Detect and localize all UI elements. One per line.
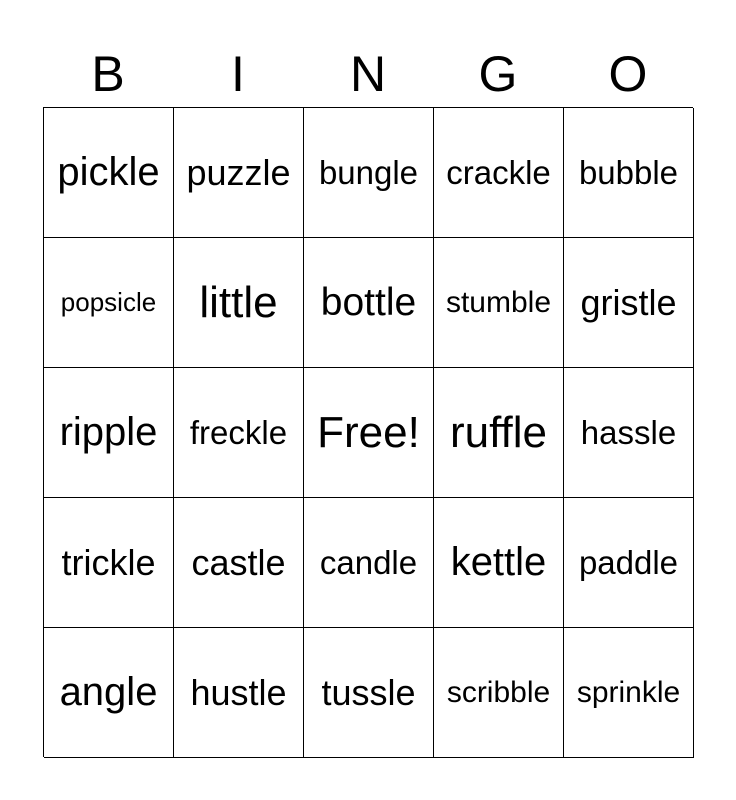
- bingo-cell-r5-c3[interactable]: tussle: [304, 628, 434, 758]
- bingo-cell-r4-c3[interactable]: candle: [304, 498, 434, 628]
- header-letter-n: N: [349, 46, 387, 102]
- bingo-cell-r4-c2[interactable]: castle: [174, 498, 304, 628]
- bingo-cell-r3-c5[interactable]: hassle: [564, 368, 694, 498]
- bingo-cell-r3-c1[interactable]: ripple: [44, 368, 174, 498]
- bingo-cell-r3-c4[interactable]: ruffle: [434, 368, 564, 498]
- bingo-cell-r4-c5[interactable]: paddle: [564, 498, 694, 628]
- bingo-cell-r5-c5[interactable]: sprinkle: [564, 628, 694, 758]
- bingo-cell-r2-c4[interactable]: stumble: [434, 238, 564, 368]
- bingo-cell-r5-c4[interactable]: scribble: [434, 628, 564, 758]
- bingo-cell-r1-c3[interactable]: bungle: [304, 108, 434, 238]
- bingo-cell-r1-c2[interactable]: puzzle: [174, 108, 304, 238]
- bingo-cell-r1-c5[interactable]: bubble: [564, 108, 694, 238]
- bingo-cell-r5-c2[interactable]: hustle: [174, 628, 304, 758]
- header-letter-o: O: [608, 46, 648, 102]
- bingo-cell-r2-c3[interactable]: bottle: [304, 238, 434, 368]
- bingo-board: [43, 107, 693, 757]
- bingo-cell-r2-c5[interactable]: gristle: [564, 238, 694, 368]
- bingo-cell-r4-c1[interactable]: trickle: [44, 498, 174, 628]
- bingo-cell-r1-c4[interactable]: crackle: [434, 108, 564, 238]
- bingo-header: [43, 40, 693, 108]
- bingo-cell-r4-c4[interactable]: kettle: [434, 498, 564, 628]
- header-letter-g: G: [478, 46, 518, 102]
- header-letter-i: I: [231, 46, 245, 102]
- bingo-cell-r2-c1[interactable]: popsicle: [44, 238, 174, 368]
- bingo-cell-r5-c1[interactable]: angle: [44, 628, 174, 758]
- bingo-cell-free-space[interactable]: Free!: [304, 368, 434, 498]
- bingo-cell-r1-c1[interactable]: pickle: [44, 108, 174, 238]
- bingo-cell-r2-c2[interactable]: little: [174, 238, 304, 368]
- bingo-cell-r3-c2[interactable]: freckle: [174, 368, 304, 498]
- header-letter-b: B: [91, 46, 125, 102]
